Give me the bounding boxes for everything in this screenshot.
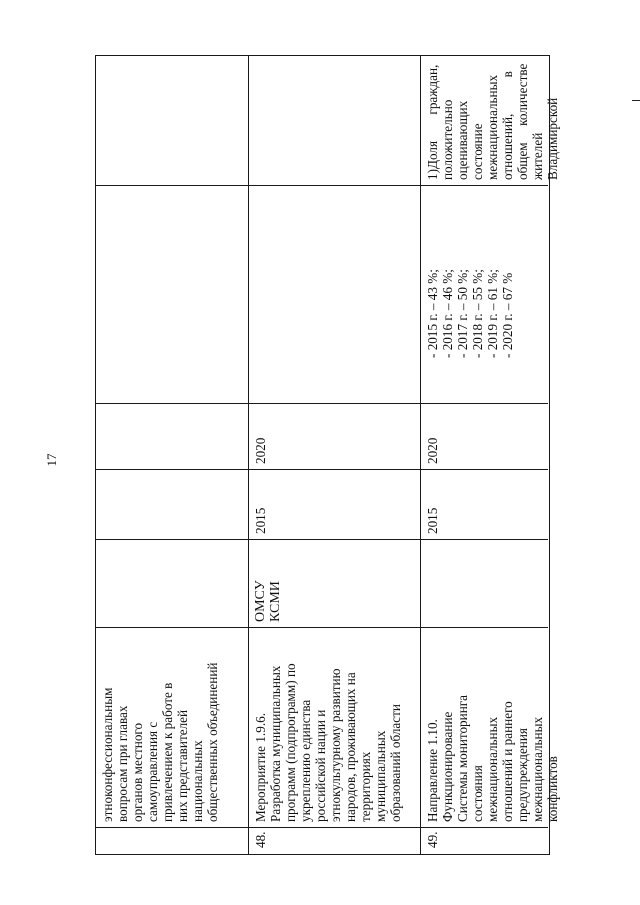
cell-name [249, 628, 420, 828]
name-text [249, 628, 421, 828]
value-line: - 2016 г. – 46 %; [440, 269, 455, 358]
name-line: общественных объединений [205, 662, 220, 822]
cell-end-year [421, 404, 548, 470]
executor-line: КСМИ [268, 581, 283, 622]
value-line: - 2018 г. – 55 %; [470, 269, 485, 358]
cell-end-year [249, 404, 420, 470]
name-text [421, 628, 560, 828]
cell-number [421, 828, 548, 854]
cell-values [249, 186, 420, 404]
name-text [96, 628, 249, 828]
cell-number [96, 828, 248, 854]
name-line: муниципальных [373, 730, 388, 822]
cell-start-year [96, 470, 248, 540]
name-line: территориях [358, 751, 373, 822]
name-line: Мероприятие 1.9.6. [253, 712, 268, 822]
cell-executor [421, 540, 548, 628]
name-line: конфликтов [545, 756, 560, 822]
name-line: межнациональных [485, 716, 500, 822]
name-line: отношений и раннего [500, 701, 515, 822]
cell-indicator [249, 56, 420, 186]
name-line: состояния [470, 765, 485, 822]
start-year: 2015 [425, 507, 440, 534]
table-row-49 [421, 56, 560, 854]
name-line: этнокультурному развитию [328, 668, 343, 822]
value-line: - 2017 г. – 50 %; [455, 269, 470, 358]
name-line: вопросам при главах [115, 705, 130, 822]
cell-name [96, 628, 248, 828]
indicator-line: Владимирской [545, 97, 560, 180]
scan-edge-mark [632, 100, 640, 101]
cell-values [421, 186, 548, 404]
cell-executor [249, 540, 420, 628]
table-row-48 [249, 56, 421, 854]
table-row-continuation [96, 56, 249, 854]
end-year: 2020 [425, 437, 440, 464]
measures-table [95, 55, 560, 855]
indicator-text [421, 56, 560, 186]
name-line: этноконфессиональным [100, 687, 115, 822]
indicator-line: 1)Доля граждан, [425, 64, 440, 180]
name-line: них представителей [175, 709, 190, 822]
name-line: самоуправления с [145, 721, 160, 822]
indicator-line: оценивающих [455, 100, 470, 180]
name-line: программ (подпрограмм) по [283, 663, 298, 822]
name-line: образований области [388, 704, 403, 822]
indicator-line: общем количестве [515, 63, 530, 180]
indicator-line: положительно [440, 99, 455, 180]
cell-values [96, 186, 248, 404]
cell-name [421, 628, 560, 828]
value-line: - 2019 г. – 61 %; [485, 269, 500, 358]
indicator-line: жителей [530, 132, 545, 180]
cell-number [249, 828, 420, 854]
name-line: российской нации и [313, 709, 328, 822]
executor-line: ОМСУ [253, 580, 268, 622]
name-line: межнациональных [530, 716, 545, 822]
name-line: укреплению единства [298, 699, 313, 822]
name-line: предупреждения [515, 728, 530, 822]
cell-start-year [249, 470, 420, 540]
value-line: - 2020 г. – 67 % [500, 272, 515, 358]
name-line: Направление 1.10. [425, 719, 440, 822]
name-line: Функционирование [440, 711, 455, 822]
name-line: народов, проживающих на [343, 672, 358, 822]
row-number: 48. [253, 831, 268, 848]
indicator-line: межнациональных [485, 74, 500, 180]
name-line: органов местного [130, 722, 145, 822]
end-year: 2020 [253, 437, 268, 464]
name-line: привлечением к работе в [160, 682, 175, 822]
start-year: 2015 [253, 507, 268, 534]
value-line: - 2015 г. – 43 %; [425, 269, 440, 358]
cell-end-year [96, 404, 248, 470]
cell-indicator [421, 56, 560, 186]
values-text [421, 186, 548, 404]
indicator-line: отношений, в [500, 71, 515, 180]
cell-indicator [96, 56, 248, 186]
name-line: Разработка муниципальных [268, 665, 283, 822]
indicator-line: состояние [470, 123, 485, 180]
name-line: Системы мониторинга [455, 694, 470, 822]
name-line: национальных [190, 740, 205, 822]
page-number: 17 [44, 453, 59, 467]
row-number: 49. [425, 831, 440, 848]
cell-start-year [421, 470, 548, 540]
cell-executor [96, 540, 248, 628]
